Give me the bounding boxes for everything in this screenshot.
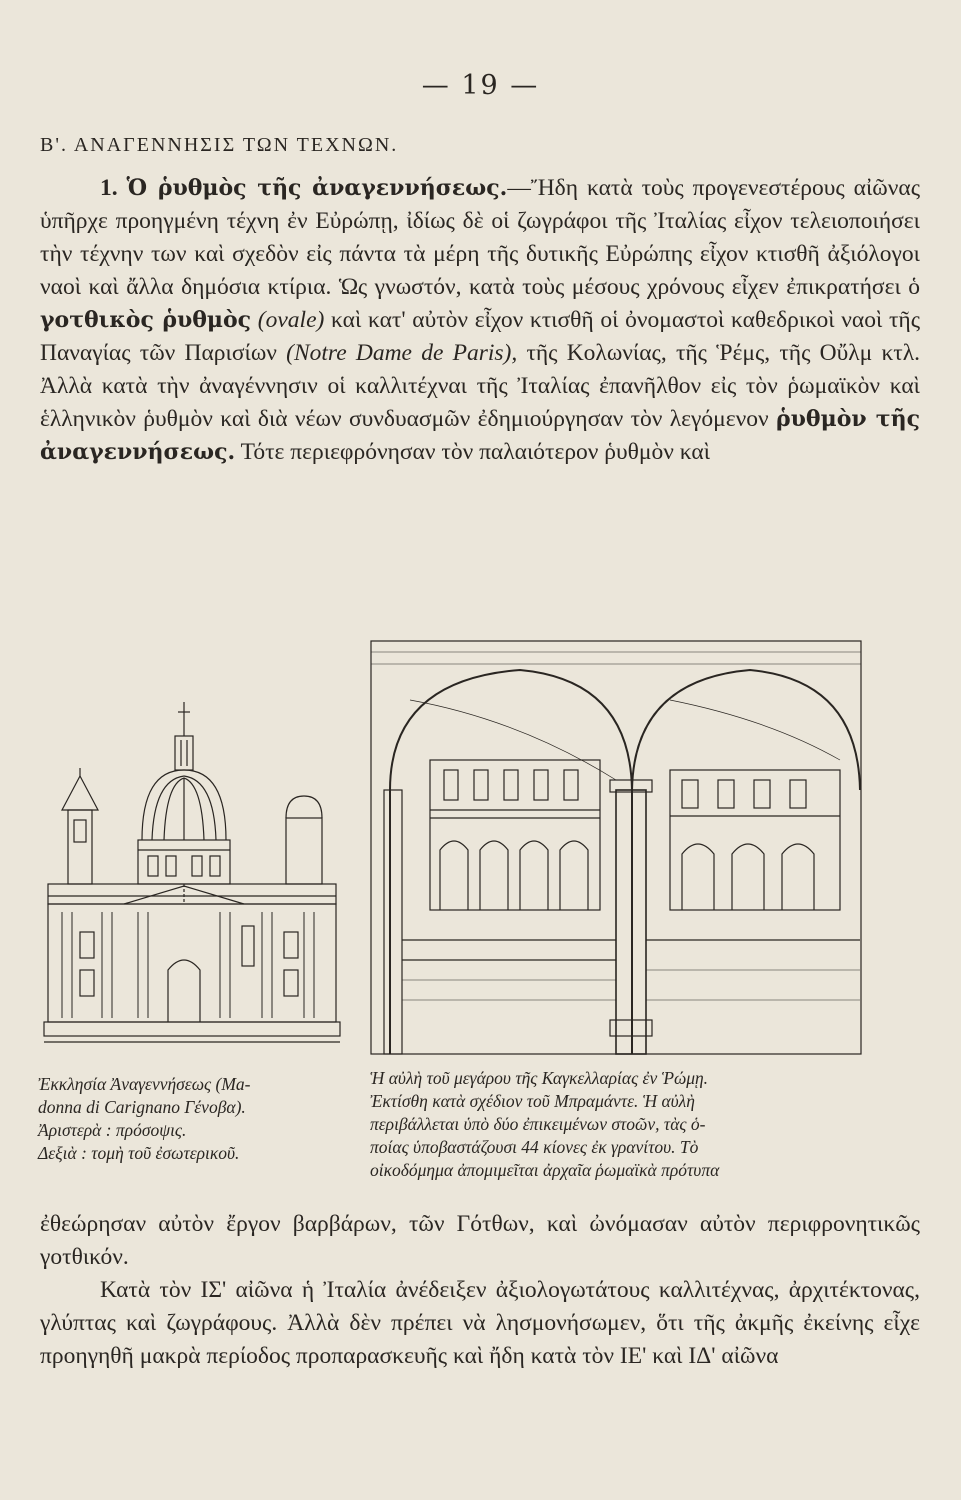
courtyard-illustration <box>370 640 862 1055</box>
caption-left-line: Ἀριστερὰ : πρόσοψις. <box>38 1120 187 1140</box>
paragraph-title: Ὁ ῥυθμὸς τῆς ἀναγεννήσεως. <box>126 175 508 201</box>
caption-right-line: Ἡ αὐλὴ τοῦ μεγάρου τῆς Καγκελλαρίας ἐν Ῥώμῃ. <box>370 1068 709 1088</box>
church-illustration <box>42 700 342 1045</box>
caption-left <box>38 1073 358 1165</box>
paragraph-body-3: τῆς Κολωνίας, τῆς Ῥέμς, τῆς Οὔλμ κτλ. Ἀλλὰ κατὰ τὴν ἀναγέννησιν οἱ καλλιτέχναι τῆς Ἰταλίας ἐπανῆλθον εἰς τὸν ῥωμαϊκὸν καὶ ἑλληνικὸν ῥυθμὸν καὶ διὰ νέων συνδυασμῶν ἐδημιούργησαν τὸν λεγόμενον <box>40 340 920 432</box>
page-number: — 19 — <box>421 70 540 101</box>
paragraph-2-continuation: ἐθεώρησαν αὐτὸν ἔργον βαρβάρων, τῶν Γότθων, καὶ ὠνόμασαν αὐτὸν περιφρονητικῶς γοτθικόν. <box>40 1211 920 1270</box>
paragraph-3 <box>40 1274 920 1373</box>
gothic-term: γοτθικὸς ῥυθμὸς <box>40 307 252 333</box>
section-heading: Β'. ΑΝΑΓΕΝΝΗΣΙΣ ΤΩΝ ΤΕΧΝΩΝ. <box>40 134 399 156</box>
caption-right-line: οἰκοδόμημα ἀπομιμεῖται ἀρχαῖα ῥωμαϊκὰ πρότυπα <box>370 1160 720 1180</box>
paragraph-body-2: καὶ κατ' αὐτὸν εἶχον κτισθῆ οἱ ὀνομαστοὶ καθεδρικοὶ ναοὶ τῆς Παναγίας τῶν Παρισίων <box>40 307 921 366</box>
caption-right-line: περιβάλλεται ὑπὸ δύο ἐπικειμένων στοῶν, τὰς ὁ- <box>370 1114 706 1134</box>
caption-right <box>370 1067 870 1182</box>
caption-right-line: ποίας ὑποβαστάζουσι 44 κίονες ἐκ γρανίτου. Τὸ <box>370 1137 699 1157</box>
caption-left-line: Ἐκκλησία Ἀναγεννήσεως (Ma- <box>38 1074 251 1094</box>
paragraph-body-4: Τότε περιεφρόνησαν τὸν παλαιότερον ῥυθμὸν καὶ <box>240 439 711 465</box>
paragraph-1 <box>40 172 920 469</box>
caption-left-line: donna di Carignano Γένοβα). <box>38 1097 246 1117</box>
notre-dame-term: (Notre Dame de Paris), <box>286 340 518 366</box>
paragraph-body: —Ἤδη κατὰ τοὺς προγενεστέρους αἰῶνας ὑπῆρχε προηγμένη τέχνη ἐν Εὐρώπῃ, ἰδίως δὲ οἱ ζωγράφοι τῆς Ἰταλίας εἶχον τελειοποιήσει τὴν τέχνην των καὶ σχεδὸν εἰς πάντα τὰ μέρη τῆς δυτικῆς Εὐρώπης εἶχον κτισθῆ ἀξιόλογοι ναοὶ καὶ ἄλλα δημόσια κτίρια. Ὡς γνωστόν, κατὰ τοὺς μέσους χρόνους εἶχεν ἐπικρατήσει ὁ <box>40 175 920 300</box>
renaissance-term: ῥυθμὸν τῆς ἀναγεννήσεως. <box>40 406 920 465</box>
paragraph-number: 1. <box>100 175 118 201</box>
paragraph-3-body: Κατὰ τὸν ΙΣ' αἰῶνα ἡ Ἰταλία ἀνέδειξεν ἀξιολογωτάτους καλλιτέχνας, ἀρχιτέκτονας, γλύπτας καὶ ζωγράφους. Ἀλλὰ δὲν πρέπει νὰ λησμονήσωμεν, ὅτι τῆς ἀκμῆς ἐκείνης εἶχε προηγηθῆ μακρὰ περίοδος προπαρασκευῆς καὶ ἤδη κατὰ τὸν ΙΕ' καὶ ΙΔ' αἰῶνα <box>40 1277 920 1369</box>
paragraph-2 <box>40 1208 920 1373</box>
caption-right-line: Ἐκτίσθη κατὰ σχέδιον τοῦ Μπραμάντε. Ἡ αὐλὴ <box>370 1091 695 1111</box>
caption-left-line: Δεξιὰ : τομὴ τοῦ ἐσωτερικοῦ. <box>38 1143 240 1163</box>
ovale-term: (ovale) <box>257 307 325 333</box>
